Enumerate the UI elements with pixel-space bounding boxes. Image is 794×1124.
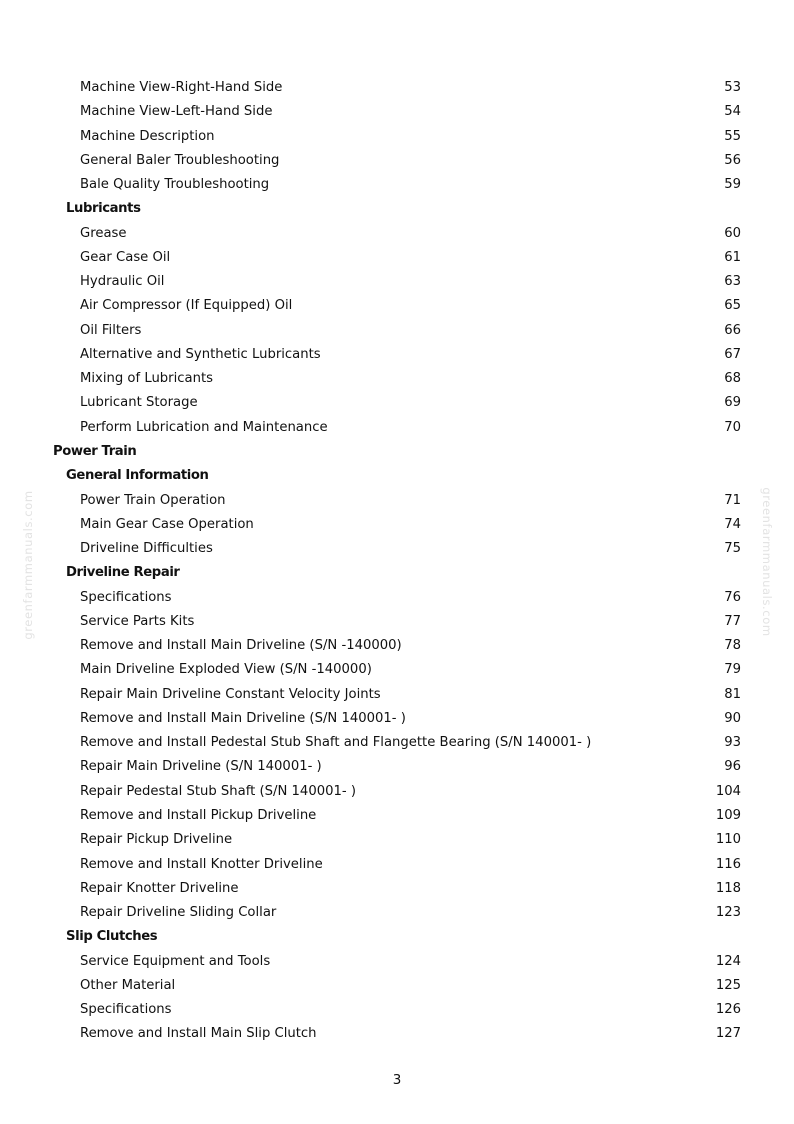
- toc-entry: [0, 149, 794, 173]
- toc-entry-title: Power Train Operation: [80, 492, 226, 508]
- toc-entry-page: 124: [715, 953, 741, 969]
- toc-entry: [0, 537, 794, 561]
- toc-entry: [0, 828, 794, 852]
- toc-entry: [0, 707, 794, 731]
- toc-entry: [0, 125, 794, 149]
- toc-entry-title: Power Train: [53, 443, 137, 459]
- toc-entry: [0, 586, 794, 610]
- toc-entry-page: 90: [724, 710, 741, 726]
- toc-entry-title: Repair Knotter Driveline: [80, 880, 239, 896]
- toc-entry-title: Main Driveline Exploded View (S/N -140000): [80, 662, 372, 678]
- toc-entry: [0, 877, 794, 901]
- toc-entry-page: 96: [724, 759, 741, 775]
- toc-entry-page: 63: [724, 274, 741, 290]
- toc-entry: [0, 731, 794, 755]
- toc-entry: [0, 173, 794, 197]
- toc-entry: [0, 270, 794, 294]
- toc-entry-title: Main Gear Case Operation: [80, 516, 254, 532]
- toc-entry-page: 65: [724, 298, 741, 314]
- toc-entry-title: Lubricant Storage: [80, 395, 198, 411]
- toc-entry-page: 56: [724, 152, 741, 168]
- toc-entry-page: 78: [724, 638, 741, 654]
- toc-entry-title: Slip Clutches: [66, 929, 158, 945]
- toc-entry-page: 79: [724, 662, 741, 678]
- toc-entry: [0, 634, 794, 658]
- table-of-contents: [0, 76, 794, 1047]
- toc-entry-page: 123: [715, 905, 741, 921]
- toc-entry-page: 60: [724, 225, 741, 241]
- toc-entry: [0, 319, 794, 343]
- toc-entry-title: Machine View-Right-Hand Side: [80, 80, 283, 95]
- toc-entry-page: 109: [715, 807, 741, 823]
- toc-entry-title: Remove and Install Knotter Driveline: [80, 856, 323, 872]
- toc-entry-title: General Information: [66, 468, 209, 484]
- toc-entry-title: Grease: [80, 225, 127, 241]
- toc-entry: [0, 1022, 794, 1046]
- toc-entry: [0, 367, 794, 391]
- toc-entry: [0, 391, 794, 415]
- toc-entry-page: 68: [724, 371, 741, 387]
- toc-entry: [0, 100, 794, 124]
- toc-entry: [0, 76, 794, 100]
- toc-entry-page: 59: [724, 177, 741, 193]
- toc-entry-page: 53: [724, 80, 741, 95]
- toc-entry-title: Repair Main Driveline Constant Velocity Joints: [80, 686, 381, 702]
- toc-entry: [0, 343, 794, 367]
- toc-entry-title: Alternative and Synthetic Lubricants: [80, 346, 321, 362]
- toc-entry-title: Remove and Install Main Driveline (S/N -140000): [80, 638, 402, 654]
- toc-entry-page: 69: [724, 395, 741, 411]
- toc-entry-page: 118: [715, 880, 741, 896]
- toc-entry: [0, 610, 794, 634]
- toc-entry-title: Repair Driveline Sliding Collar: [80, 905, 277, 921]
- toc-entry-title: Remove and Install Pickup Driveline: [80, 807, 317, 823]
- toc-entry-page: 67: [724, 346, 741, 362]
- toc-entry-page: 116: [715, 856, 741, 872]
- toc-entry: [0, 804, 794, 828]
- toc-entry-page: 55: [724, 128, 741, 144]
- toc-entry: [0, 513, 794, 537]
- toc-entry: [0, 901, 794, 925]
- toc-entry-page: 71: [724, 492, 741, 508]
- toc-entry: [0, 489, 794, 513]
- toc-section-heading: [0, 925, 794, 949]
- toc-entry-title: Driveline Repair: [66, 565, 180, 581]
- toc-section-heading: [0, 464, 794, 488]
- toc-entry: [0, 294, 794, 318]
- toc-entry: [0, 998, 794, 1022]
- toc-section-heading: [0, 197, 794, 221]
- toc-entry: [0, 222, 794, 246]
- toc-entry-page: 74: [724, 516, 741, 532]
- toc-entry: [0, 853, 794, 877]
- watermark-left: greenfarmmanuals.com: [21, 490, 35, 640]
- toc-entry: [0, 780, 794, 804]
- toc-entry-page: 61: [724, 249, 741, 265]
- toc-entry-page: 66: [724, 322, 741, 338]
- toc-entry-title: Other Material: [80, 977, 176, 993]
- toc-entry-page: 104: [715, 783, 741, 799]
- toc-entry-title: Bale Quality Troubleshooting: [80, 177, 270, 193]
- toc-entry-title: General Baler Troubleshooting: [80, 152, 280, 168]
- toc-entry: [0, 658, 794, 682]
- toc-entry-title: Repair Pedestal Stub Shaft (S/N 140001- ): [80, 783, 356, 799]
- toc-entry-title: Remove and Install Main Slip Clutch: [80, 1026, 317, 1042]
- toc-entry-page: 93: [724, 735, 741, 751]
- toc-entry: [0, 755, 794, 779]
- toc-entry: [0, 416, 794, 440]
- toc-entry-title: Oil Filters: [80, 322, 142, 338]
- toc-entry-title: Mixing of Lubricants: [80, 371, 213, 387]
- toc-entry-title: Remove and Install Pedestal Stub Shaft and Flangette Bearing (S/N 140001- ): [80, 735, 592, 751]
- toc-entry-page: 127: [715, 1026, 741, 1042]
- toc-entry: [0, 950, 794, 974]
- toc-entry-page: 81: [724, 686, 741, 702]
- toc-entry-page: 54: [724, 104, 741, 120]
- toc-section-heading: [0, 440, 794, 464]
- toc-entry-title: Air Compressor (If Equipped) Oil: [80, 298, 293, 314]
- toc-entry-title: Lubricants: [66, 201, 141, 217]
- toc-entry-title: Repair Pickup Driveline: [80, 832, 233, 848]
- toc-entry: [0, 683, 794, 707]
- toc-entry-page: 75: [724, 541, 741, 557]
- toc-entry-title: Gear Case Oil: [80, 249, 171, 265]
- toc-entry-page: 110: [715, 832, 741, 848]
- toc-entry-title: Perform Lubrication and Maintenance: [80, 419, 328, 435]
- toc-entry-title: Machine View-Left-Hand Side: [80, 104, 273, 120]
- page-number: 3: [392, 1072, 402, 1088]
- toc-entry-title: Service Equipment and Tools: [80, 953, 271, 969]
- toc-entry-page: 125: [715, 977, 741, 993]
- toc-entry-title: Service Parts Kits: [80, 613, 195, 629]
- toc-entry-title: Repair Main Driveline (S/N 140001- ): [80, 759, 322, 775]
- toc-entry: [0, 246, 794, 270]
- toc-entry-title: Hydraulic Oil: [80, 274, 165, 290]
- toc-section-heading: [0, 561, 794, 585]
- toc-entry-page: 76: [724, 589, 741, 605]
- toc-entry-page: 70: [724, 419, 741, 435]
- toc-entry-title: Specifications: [80, 589, 172, 605]
- toc-entry-title: Machine Description: [80, 128, 215, 144]
- toc-entry-title: Specifications: [80, 1002, 172, 1018]
- toc-entry-title: Driveline Difficulties: [80, 541, 213, 557]
- toc-entry-page: 77: [724, 613, 741, 629]
- toc-entry-page: 126: [715, 1002, 741, 1018]
- toc-entry: [0, 974, 794, 998]
- toc-entry-title: Remove and Install Main Driveline (S/N 140001- ): [80, 710, 406, 726]
- watermark-right: greenfarmmanuals.com: [760, 487, 774, 637]
